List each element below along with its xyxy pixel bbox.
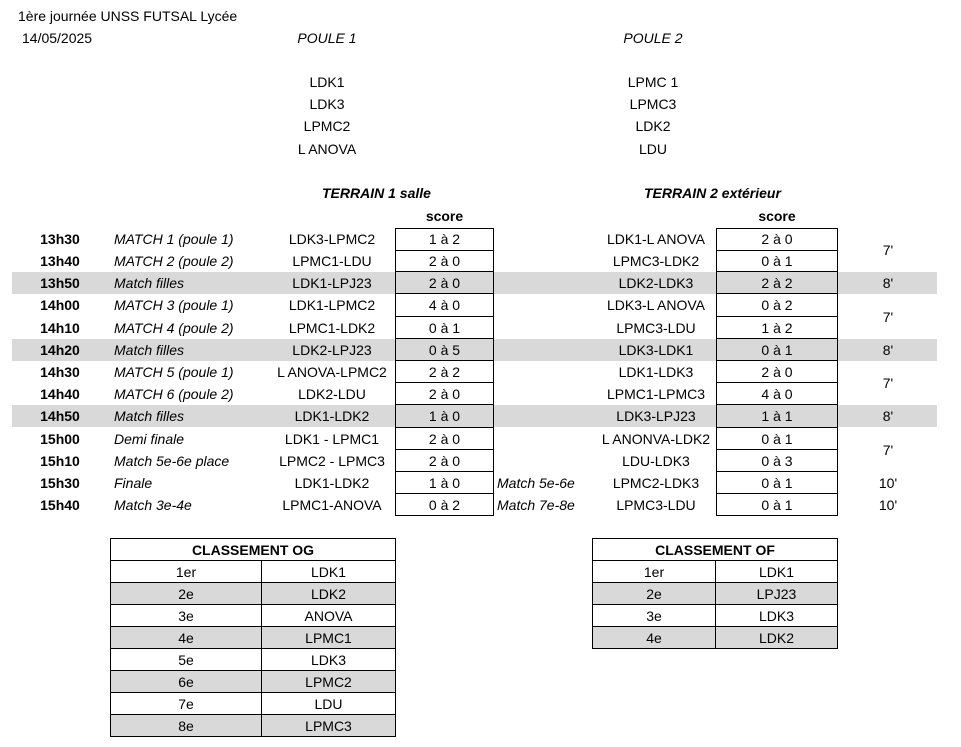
score-cell — [395, 494, 494, 516]
match-label: Match filles — [114, 275, 185, 291]
match-time: 13h50 — [40, 275, 80, 291]
match-time: 13h30 — [40, 231, 80, 247]
score-terrain-1: 1 à 0 — [428, 408, 461, 424]
match-terrain-2: LDK3-LDK1 — [618, 342, 694, 358]
poule-2-team: LPMC3 — [629, 96, 677, 112]
rank-cell: 4e — [593, 627, 716, 649]
match-time: 14h40 — [40, 386, 80, 402]
poule-2-team: LDK2 — [635, 118, 671, 134]
score-cell — [716, 494, 838, 516]
terrain-2-title: TERRAIN 2 extérieur — [644, 185, 781, 201]
rank-cell: 8e — [111, 715, 262, 737]
poule-1-team: LDK3 — [309, 96, 345, 112]
match-label: MATCH 2 (poule 2) — [114, 253, 234, 269]
rank-cell: 1er — [593, 561, 716, 583]
score-cell — [395, 405, 494, 428]
score-terrain-1: 2 à 0 — [428, 253, 461, 269]
match-duration: 7' — [882, 242, 894, 258]
score-terrain-1: 0 à 1 — [428, 320, 461, 336]
score-cell — [395, 317, 494, 339]
score-cell — [395, 294, 494, 317]
match-label: Demi finale — [114, 431, 185, 447]
match-label-terrain-2: Match 5e-6e — [497, 475, 575, 491]
score-cell — [716, 317, 838, 339]
event-title: 1ère journée UNSS FUTSAL Lycée — [18, 8, 238, 24]
match-time: 15h10 — [40, 453, 80, 469]
team-cell: LPMC2 — [262, 671, 396, 693]
score-cell — [716, 339, 838, 361]
match-duration: 8' — [882, 408, 894, 424]
match-terrain-1: LDK2-LDU — [298, 386, 366, 402]
score-cell — [716, 228, 838, 251]
match-terrain-1: LDK1-LDK2 — [294, 408, 370, 424]
score-terrain-2: 2 à 2 — [761, 275, 793, 291]
score-cell — [395, 228, 494, 251]
team-cell: LDK2 — [716, 627, 838, 649]
match-time: 15h00 — [40, 431, 80, 447]
rank-cell: 3e — [593, 605, 716, 627]
classement-of-table — [592, 538, 838, 649]
team-cell: LDK3 — [262, 649, 396, 671]
score-cell — [716, 450, 838, 472]
match-time: 14h30 — [40, 364, 80, 380]
match-label: MATCH 4 (poule 2) — [114, 320, 234, 336]
rank-cell: 6e — [111, 671, 262, 693]
match-time: 14h50 — [40, 408, 80, 424]
score-cell — [716, 383, 838, 405]
match-label: Match 3e-4e — [114, 497, 192, 513]
classement-of-title: CLASSEMENT OF — [593, 539, 838, 561]
match-duration: 7' — [882, 309, 894, 325]
score-cell — [395, 339, 494, 361]
score-terrain-1: 2 à 0 — [428, 275, 461, 291]
match-time: 15h30 — [40, 475, 80, 491]
event-date: 14/05/2025 — [22, 30, 93, 46]
team-cell: LDK1 — [716, 561, 838, 583]
score-header-2: score — [758, 208, 796, 224]
score-terrain-2: 0 à 1 — [761, 431, 793, 447]
match-duration: 8' — [882, 275, 894, 291]
match-terrain-2: LPMC3-LDK2 — [612, 253, 700, 269]
score-terrain-2: 0 à 3 — [761, 453, 793, 469]
score-terrain-1: 2 à 2 — [428, 364, 461, 380]
score-header-1: score — [425, 208, 464, 224]
classement-og-title: CLASSEMENT OG — [111, 539, 396, 561]
score-terrain-2: 0 à 1 — [761, 497, 793, 513]
score-terrain-2: 0 à 1 — [761, 475, 793, 491]
match-label: Match filles — [114, 408, 185, 424]
team-cell: LDK3 — [716, 605, 838, 627]
match-terrain-1: LDK1-LDK2 — [294, 475, 370, 491]
match-time: 15h40 — [40, 497, 80, 513]
match-terrain-2: LDK3-LPJ23 — [616, 408, 696, 424]
team-cell: LPJ23 — [716, 583, 838, 605]
classement-og-table — [110, 538, 396, 737]
score-terrain-2: 2 à 0 — [761, 231, 793, 247]
poule-2-team: LDU — [638, 141, 667, 157]
score-cell — [395, 361, 494, 383]
match-time: 14h00 — [40, 297, 80, 313]
score-terrain-1: 0 à 5 — [428, 342, 461, 358]
match-terrain-1: LPMC1-ANOVA — [282, 497, 382, 513]
score-terrain-2: 0 à 1 — [761, 253, 793, 269]
score-terrain-1: 2 à 0 — [428, 431, 461, 447]
match-terrain-2: LDK1-L ANOVA — [606, 231, 706, 247]
poule-1-team: L ANOVA — [297, 141, 357, 157]
match-terrain-1: LDK2-LPJ23 — [292, 342, 372, 358]
score-terrain-2: 4 à 0 — [761, 386, 793, 402]
score-terrain-1: 1 à 2 — [428, 231, 461, 247]
team-cell: LDU — [262, 693, 396, 715]
score-cell — [716, 361, 838, 383]
poule-2-title: POULE 2 — [623, 30, 683, 46]
match-terrain-2: L ANONVA-LDK2 — [601, 431, 711, 447]
match-terrain-2: LPMC1-LPMC3 — [606, 386, 706, 402]
match-terrain-1: LDK3-LPMC2 — [288, 231, 376, 247]
score-terrain-1: 2 à 0 — [428, 386, 461, 402]
match-terrain-2: LDK3-L ANOVA — [606, 297, 706, 313]
poule-1-team: LDK1 — [309, 74, 345, 90]
match-duration: 7' — [882, 442, 894, 458]
match-terrain-1: LDK1-LPJ23 — [292, 275, 372, 291]
match-terrain-2: LDU-LDK3 — [622, 453, 690, 469]
match-time: 14h20 — [40, 342, 80, 358]
match-terrain-2: LDK1-LDK3 — [618, 364, 694, 380]
match-label: Match 5e-6e place — [114, 453, 230, 469]
match-time: 13h40 — [40, 253, 80, 269]
score-terrain-1: 1 à 0 — [428, 475, 461, 491]
match-terrain-2: LPMC3-LDU — [616, 497, 696, 513]
match-label: MATCH 5 (poule 1) — [114, 364, 234, 380]
score-cell — [716, 405, 838, 428]
score-terrain-1: 0 à 2 — [428, 497, 461, 513]
score-cell — [395, 472, 494, 494]
match-duration: 10' — [878, 497, 898, 513]
match-terrain-1: LPMC1-LDU — [292, 253, 372, 269]
match-terrain-1: LDK1 - LPMC1 — [284, 431, 380, 447]
score-cell — [716, 428, 838, 450]
score-cell — [395, 272, 494, 294]
rank-cell: 2e — [593, 583, 716, 605]
match-terrain-2: LPMC3-LDU — [616, 320, 696, 336]
rank-cell: 5e — [111, 649, 262, 671]
score-cell — [716, 272, 838, 294]
match-label-terrain-2: Match 7e-8e — [497, 497, 575, 513]
score-cell — [716, 250, 838, 272]
match-label: MATCH 1 (poule 1) — [114, 231, 234, 247]
rank-cell: 3e — [111, 605, 262, 627]
match-label: Finale — [114, 475, 153, 491]
poule-2-team: LPMC 1 — [627, 74, 679, 90]
team-cell: ANOVA — [262, 605, 396, 627]
score-cell — [395, 450, 494, 472]
score-terrain-1: 4 à 0 — [428, 297, 461, 313]
team-cell: LPMC3 — [262, 715, 396, 737]
score-cell — [716, 294, 838, 317]
score-cell — [716, 472, 838, 494]
match-time: 14h10 — [40, 320, 80, 336]
match-terrain-1: LPMC1-LDK2 — [288, 320, 376, 336]
terrain-1-title: TERRAIN 1 salle — [322, 185, 431, 201]
score-terrain-2: 0 à 2 — [761, 297, 793, 313]
poule-1-title: POULE 1 — [297, 30, 357, 46]
score-cell — [395, 250, 494, 272]
match-terrain-1: L ANOVA-LPMC2 — [277, 364, 387, 380]
match-terrain-2: LPMC2-LDK3 — [612, 475, 700, 491]
score-cell — [395, 428, 494, 450]
score-terrain-1: 2 à 0 — [428, 453, 461, 469]
rank-cell: 2e — [111, 583, 262, 605]
rank-cell: 7e — [111, 693, 262, 715]
match-duration: 7' — [882, 375, 894, 391]
match-terrain-1: LDK1-LPMC2 — [288, 297, 376, 313]
team-cell: LDK1 — [262, 561, 396, 583]
rank-cell: 1er — [111, 561, 262, 583]
score-cell — [395, 383, 494, 405]
team-cell: LDK2 — [262, 583, 396, 605]
team-cell: LPMC1 — [262, 627, 396, 649]
match-terrain-2: LDK2-LDK3 — [618, 275, 694, 291]
score-terrain-2: 1 à 2 — [761, 320, 793, 336]
match-label: MATCH 6 (poule 2) — [114, 386, 234, 402]
score-terrain-2: 1 à 1 — [761, 408, 793, 424]
score-terrain-2: 2 à 0 — [761, 364, 793, 380]
match-terrain-1: LPMC2 - LPMC3 — [279, 453, 385, 469]
poule-1-team: LPMC2 — [303, 118, 351, 134]
score-terrain-2: 0 à 1 — [761, 342, 793, 358]
match-label: MATCH 3 (poule 1) — [114, 297, 234, 313]
rank-cell: 4e — [111, 627, 262, 649]
match-duration: 10' — [878, 475, 898, 491]
match-label: Match filles — [114, 342, 185, 358]
match-duration: 8' — [882, 342, 894, 358]
